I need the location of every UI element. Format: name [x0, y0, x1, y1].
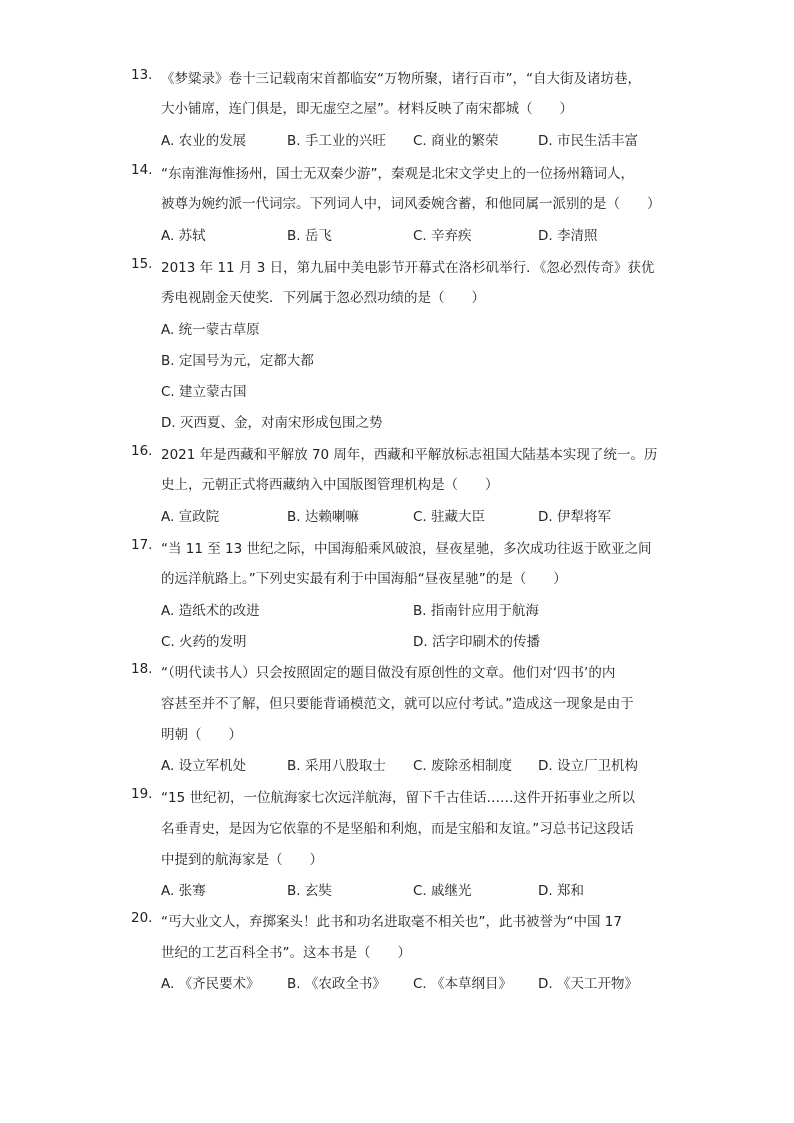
option-d[interactable]: D. 灭西夏、金，对南宋形成包围之势	[161, 415, 383, 431]
option-c[interactable]: C. 火药的发明	[161, 634, 247, 650]
option-a[interactable]: A. 《齐民要术》	[161, 976, 260, 992]
option-a[interactable]: A. 宣政院	[161, 509, 220, 525]
question-stem-line: 被尊为婉约派一代词宗。下列词人中，词风委婉含蓄，和他同属一派别的是（ ）	[161, 196, 661, 212]
option-d[interactable]: D. 市民生活丰富	[538, 133, 638, 149]
option-d[interactable]: D. 活字印刷术的传播	[413, 634, 540, 650]
question-stem-line: 史上，元朝正式将西藏纳入中国版图管理机构是（ ）	[161, 477, 499, 493]
question-stem-line: 世纪的工艺百科全书”。这本书是（ ）	[161, 945, 411, 961]
option-c[interactable]: C. 建立蒙古国	[161, 384, 247, 400]
question-stem-line: 中提到的航海家是（ ）	[161, 852, 323, 868]
question-number: 17.	[131, 537, 153, 553]
option-a[interactable]: A. 统一蒙古草原	[161, 322, 260, 338]
option-b[interactable]: B. 定国号为元，定都大都	[161, 353, 314, 369]
question-number: 18.	[131, 661, 153, 677]
option-d[interactable]: D. 伊犁将军	[538, 509, 611, 525]
option-b[interactable]: B. 达赖喇嘛	[287, 509, 359, 525]
question-stem-line: 《梦粱录》卷十三记载南宋首都临安“万物所聚，诸行百市”，“自大街及诸坊巷，	[161, 71, 641, 87]
question-number: 20.	[131, 910, 153, 926]
option-c[interactable]: C. 辛弃疾	[413, 228, 472, 244]
option-b[interactable]: B. 《农政全书》	[287, 976, 386, 992]
question-number: 19.	[131, 786, 153, 802]
option-a[interactable]: A. 张骞	[161, 883, 206, 899]
question-stem-line: 秀电视剧金天使奖．下列属于忽必烈功绩的是（ ）	[161, 290, 485, 306]
option-a[interactable]: A. 苏轼	[161, 228, 206, 244]
option-d[interactable]: D. 《天工开物》	[538, 976, 638, 992]
option-d[interactable]: D. 李清照	[538, 228, 598, 244]
question-stem-line: “（明代读书人）只会按照固定的题目做没有原创性的文章。他们对‘四书’的内	[161, 665, 616, 681]
question-stem-line: “丐大业文人，弃掷案头！此书和功名进取毫不相关也”，此书被誉为“中国 17	[161, 914, 622, 930]
option-c[interactable]: C. 戚继光	[413, 883, 472, 899]
question-stem-line: 大小铺席，连门俱是，即无虚空之屋”。材料反映了南宋都城（ ）	[161, 101, 573, 117]
question-number: 14.	[131, 162, 153, 178]
question-stem-line: 名垂青史，是因为它依靠的不是坚船和利炮，而是宝船和友谊。”习总书记这段话	[161, 821, 634, 837]
option-b[interactable]: B. 手工业的兴旺	[287, 133, 386, 149]
option-a[interactable]: A. 设立军机处	[161, 758, 247, 774]
option-c[interactable]: C. 《本草纲目》	[413, 976, 513, 992]
question-stem-line: “当 11 至 13 世纪之际，中国海船乘风破浪，昼夜星驰，多次成功往返于欧亚之间	[161, 541, 652, 557]
question-stem-line: 明朝（ ）	[161, 727, 242, 743]
question-stem-line: 2013 年 11 月 3 日，第九届中美电影节开幕式在洛杉矶举行．《忽必烈传奇》获优	[161, 260, 655, 276]
option-a[interactable]: A. 农业的发展	[161, 133, 247, 149]
option-c[interactable]: C. 商业的繁荣	[413, 133, 499, 149]
question-number: 16.	[131, 443, 153, 459]
option-b[interactable]: B. 采用八股取士	[287, 758, 386, 774]
option-b[interactable]: B. 岳飞	[287, 228, 332, 244]
option-a[interactable]: A. 造纸术的改进	[161, 603, 260, 619]
question-stem-line: 的远洋航路上。”下列史实最有利于中国海船“昼夜星驰”的是（ ）	[161, 571, 567, 587]
question-stem-line: 2021 年是西藏和平解放 70 周年，西藏和平解放标志祖国大陆基本实现了统一。历	[161, 447, 658, 463]
question-stem-line: 容甚至并不了解，但只要能背诵模范文，就可以应付考试。”造成这一现象是由于	[161, 696, 634, 712]
question-stem-line: “15 世纪初，一位航海家七次远洋航海，留下千古佳话……这件开拓事业之所以	[161, 790, 635, 806]
option-d[interactable]: D. 郑和	[538, 883, 584, 899]
option-d[interactable]: D. 设立厂卫机构	[538, 758, 638, 774]
option-c[interactable]: C. 废除丞相制度	[413, 758, 513, 774]
option-b[interactable]: B. 玄奘	[287, 883, 332, 899]
option-b[interactable]: B. 指南针应用于航海	[413, 603, 539, 619]
option-c[interactable]: C. 驻藏大臣	[413, 509, 486, 525]
question-stem-line: “东南淮海惟扬州，国士无双秦少游”，秦观是北宋文学史上的一位扬州籍词人，	[161, 166, 634, 182]
question-number: 13.	[131, 67, 153, 83]
question-number: 15.	[131, 256, 153, 272]
